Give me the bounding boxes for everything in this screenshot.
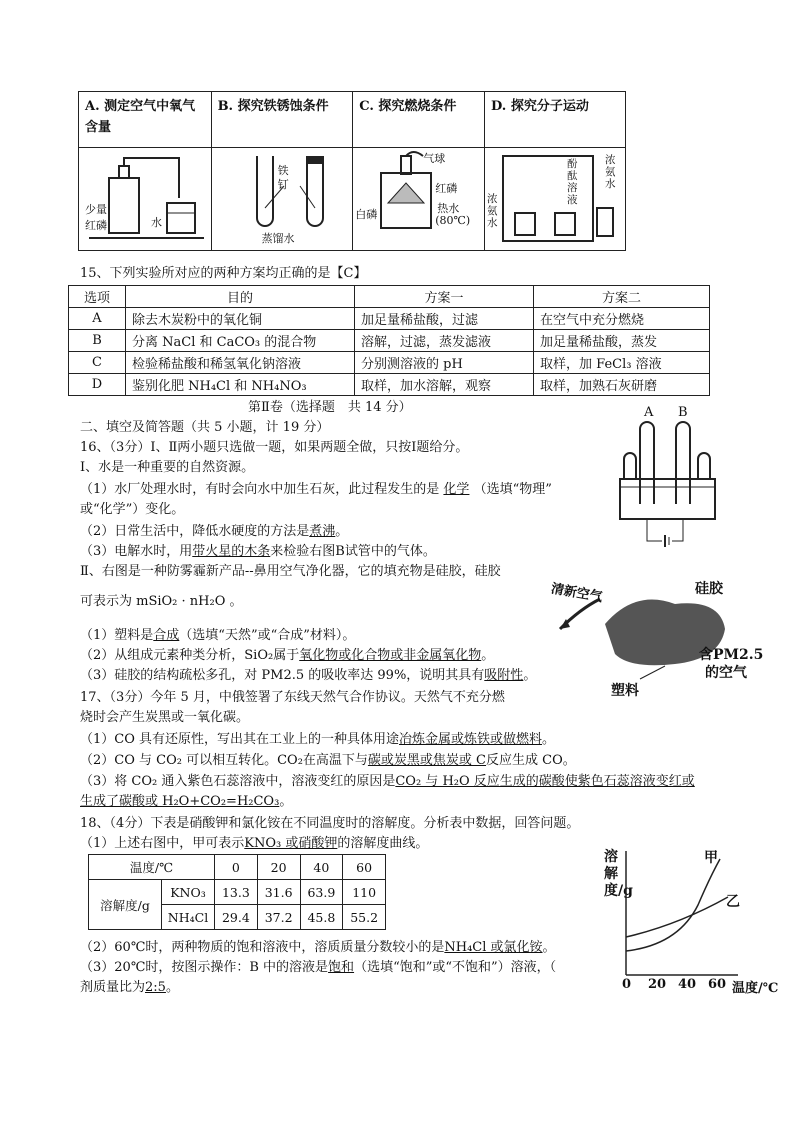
pm25-air-label: 含PM2.5 <box>699 647 764 663</box>
q16-i2-text: 。 <box>335 524 349 539</box>
table-cell: 溶解，过滤，蒸发滤液 <box>355 330 534 352</box>
tube-b-label: B <box>678 405 688 420</box>
q17-s3-text: （3）将 CO₂ 通入紫色石蕊溶液中，溶液变红的原因是 <box>80 774 396 789</box>
q17-s2-text: 反应生成 CO。 <box>486 753 576 768</box>
q16-ii-title: Ⅱ、右图是一种防雾霾新产品--鼻用空气净化器，它的填充物是硅胶，硅胶 <box>80 564 501 579</box>
molecule-apparatus-figure <box>485 148 625 246</box>
q18-s1-text: （1）上述右图中，甲可表示 <box>80 836 245 851</box>
series-jia-curve <box>626 859 720 951</box>
table-cell: 37.2 <box>257 905 300 930</box>
q18-s2-text: （2）60℃时，两种物质的饱和溶液中，溶质质量分数较小的是 <box>80 940 445 955</box>
q18-s3-text: 剂质量比为 <box>80 980 146 995</box>
table-cell: 在空气中充分燃烧 <box>534 308 710 330</box>
substance-name: KNO₃ <box>162 880 215 905</box>
q16-i1 <box>80 480 552 500</box>
combustion-apparatus-figure <box>353 148 479 246</box>
exp-d-part: 浓氨水 <box>605 154 616 190</box>
q16-stem: 16、（3分）Ⅰ、Ⅱ两小题只选做一题，如果两题全做，只按Ⅰ题给分。 <box>80 440 469 455</box>
q18-stem: 18、（4分）下表是硝酸钾和氯化铵在不同温度时的溶解度。分析表中数据，回答问题。 <box>80 816 580 831</box>
q17-s2-text: （2）CO 与 CO₂ 可以相互转化。CO₂在高温下与 <box>80 753 368 768</box>
answer: 生成了碳酸或 H₂O+CO₂=H₂CO₃ <box>80 794 280 809</box>
table-cell: D <box>69 374 126 396</box>
table-cell: 63.9 <box>300 880 343 905</box>
exp-b-label: B. 探究铁锈蚀条件 <box>211 92 353 148</box>
table-cell: 55.2 <box>343 905 386 930</box>
series-jia-label: 甲 <box>704 850 718 866</box>
table-cell: 13.3 <box>215 880 258 905</box>
answer: 氧化物或化合物或非金属氧化物 <box>299 648 482 663</box>
q17-stem: 17、（3分）今年 5 月，中俄签署了东线天然气合作协议。天然气不充分燃 <box>80 690 505 705</box>
section2-subtitle: 二、填空及简答题（共 5 小题，计 19 分） <box>80 420 330 435</box>
q18-s3-cont <box>80 978 179 998</box>
q16-i-title: Ⅰ、水是一种重要的自然资源。 <box>80 460 255 475</box>
q16-i1-text: （1）水厂处理水时，有时会向水中加生石灰，此过程发生的是 <box>80 482 440 497</box>
exp-c-part: 红磷 <box>435 182 458 195</box>
table-cell: 加足量稀盐酸，蒸发 <box>534 330 710 352</box>
answer: 碳或炭黑或焦炭或 C <box>367 753 486 768</box>
q16-ii1-text: （1）塑料是 <box>80 628 154 643</box>
q18-s3-text: （选填“饱和”或“不饱和”）溶液，（ <box>354 960 557 975</box>
q16-i2-text: （2）日常生活中，降低水硬度的方法是 <box>80 524 310 539</box>
temp-value: 0 <box>215 855 258 880</box>
exp-d-label: D. 探究分子运动 <box>485 92 626 148</box>
q16-ii1-text: （选填“天然”或“合成”材料）。 <box>179 628 356 643</box>
q17-s3 <box>80 772 695 792</box>
substance-name: NH₄Cl <box>162 905 215 930</box>
exp-b-part: 钉 <box>277 178 289 191</box>
q16-i2 <box>80 522 348 542</box>
plastic-label: 塑料 <box>611 683 639 699</box>
q16-ii3-text: 。 <box>523 668 537 683</box>
table-cell: 取样，加水溶解，观察 <box>355 374 534 396</box>
q17-s1 <box>80 730 555 750</box>
q16-ii-formula: 可表示为 mSiO₂ · nH₂O 。 <box>80 594 243 609</box>
exp-c-label: C. 探究燃烧条件 <box>353 92 485 148</box>
table-header: 方案一 <box>355 286 534 308</box>
table-header: 选项 <box>69 286 126 308</box>
exp-c-part: 热水 <box>437 202 460 215</box>
table-row <box>69 308 710 330</box>
table-cell: 加足量稀盐酸，过滤 <box>355 308 534 330</box>
q18-s3-text: 。 <box>165 980 179 995</box>
table-cell: 鉴别化肥 NH₄Cl 和 NH₄NO₃ <box>126 374 355 396</box>
q17-s1-text: （1）CO 具有还原性，写出其在工业上的一种具体用途 <box>80 732 400 747</box>
q18-s2 <box>80 938 556 958</box>
x-tick: 0 <box>622 977 632 992</box>
curve-y-label: 溶解度/g <box>604 849 633 899</box>
q18-s2-text: 。 <box>542 940 556 955</box>
exp-b-part: 蒸馏水 <box>261 232 295 245</box>
temp-value: 40 <box>300 855 343 880</box>
q17-s2 <box>80 751 576 771</box>
electrolysis-figure <box>610 405 730 550</box>
q17-stem-2: 烧时会产生炭黑或一氧化碳。 <box>80 710 250 725</box>
table-cell: 检验稀盐酸和稀氢氧化钠溶液 <box>126 352 355 374</box>
table-cell: 110 <box>343 880 386 905</box>
table-cell: C <box>69 352 126 374</box>
solubility-header: 溶解度/g <box>89 880 162 930</box>
temp-header: 温度/℃ <box>89 855 215 880</box>
exp-c-part: (80℃) <box>435 214 471 227</box>
answer: 冶炼金属或炼铁或做燃料 <box>399 732 543 747</box>
q16-ii3 <box>80 666 536 686</box>
exp-a-part: 红磷 <box>85 219 107 232</box>
table-row <box>69 352 710 374</box>
table-row <box>69 330 710 352</box>
series-yi-label: 乙 <box>726 894 740 910</box>
q18-s1-text: 的溶解度曲线。 <box>337 836 429 851</box>
q16-i1-cont: 或“化学”）变化。 <box>80 502 185 517</box>
table-row <box>69 374 710 396</box>
exp-a-part: 水 <box>151 216 162 229</box>
q16-ii2 <box>80 646 494 666</box>
curve-x-label: 温度/℃ <box>732 981 779 996</box>
table-cell: 分离 NaCl 和 CaCO₃ 的混合物 <box>126 330 355 352</box>
q17-s3-text: 。 <box>279 794 293 809</box>
pm25-air-label-2: 的空气 <box>705 665 747 681</box>
q18-s3 <box>80 958 556 978</box>
exp-a-figure <box>79 148 212 251</box>
answer: 吸附性 <box>484 668 524 683</box>
silica-gel-label: 硅胶 <box>695 581 723 597</box>
answer: KNO₃ 或硝酸钾 <box>244 836 338 851</box>
q16-i3 <box>80 542 436 562</box>
exp-d-part: 酚酞溶液 <box>567 158 578 206</box>
table-cell: 45.8 <box>300 905 343 930</box>
answer: 饱和 <box>328 960 355 975</box>
answer: 带火星的木条 <box>192 544 271 559</box>
answer: 化学 <box>443 482 470 497</box>
table-cell: 31.6 <box>257 880 300 905</box>
exp-c-part: 白磷 <box>355 208 378 221</box>
fresh-air-label: 清新空气 <box>549 581 604 606</box>
x-tick: 40 <box>678 977 697 992</box>
exp-b-figure <box>211 148 353 251</box>
answer: 煮沸 <box>309 524 336 539</box>
table-cell: 取样，加 FeCl₃ 溶液 <box>534 352 710 374</box>
q16-ii1 <box>80 626 355 646</box>
table-cell: 29.4 <box>215 905 258 930</box>
q18-s1 <box>80 834 428 854</box>
temp-value: 20 <box>257 855 300 880</box>
answer: 合成 <box>153 628 180 643</box>
exp-a-label: A. 测定空气中氧气含量 <box>79 92 212 148</box>
q15-table <box>68 285 710 396</box>
q15-stem: 15、下列实验所对应的两种方案均正确的是【C】 <box>80 266 367 281</box>
table-cell: 分别测溶液的 pH <box>355 352 534 374</box>
exp-d-figure <box>485 148 626 251</box>
tube-a-label: A <box>644 405 654 420</box>
x-tick: 20 <box>648 977 667 992</box>
q16-ii2-text: （2）从组成元素种类分析，SiO₂属于 <box>80 648 300 663</box>
table-cell: A <box>69 308 126 330</box>
answer: NH₄Cl 或氯化铵 <box>444 940 543 955</box>
q16-i3-text: 来检验右图B试管中的气体。 <box>270 544 436 559</box>
exp-b-part: 铁 <box>277 164 289 177</box>
x-tick: 60 <box>708 977 727 992</box>
section2-title: 第Ⅱ卷（选择题 共 14 分） <box>248 400 412 415</box>
solubility-table <box>88 854 386 930</box>
table-cell: 除去木炭粉中的氧化铜 <box>126 308 355 330</box>
q16-ii2-text: 。 <box>481 648 495 663</box>
curve-plot <box>598 845 788 995</box>
table-header: 方案二 <box>534 286 710 308</box>
q17-s1-text: 。 <box>542 732 556 747</box>
table-header: 目的 <box>126 286 355 308</box>
table-row <box>89 880 386 905</box>
exp-a-part: 少量 <box>85 203 107 216</box>
temp-value: 60 <box>343 855 386 880</box>
purifier-figure <box>545 574 765 710</box>
q17-s3-cont <box>80 792 292 812</box>
answer: 2:5 <box>145 980 166 995</box>
exp-c-part: 气球 <box>423 152 446 165</box>
q16-ii3-text: （3）硅胶的结构疏松多孔，对 PM2.5 的吸收率达 99%，说明其具有 <box>80 668 485 683</box>
exp-c-figure <box>353 148 485 251</box>
answer: CO₂ 与 H₂O 反应生成的碳酸使紫色石蕊溶液变红或 <box>395 774 695 789</box>
exp-d-part: 浓氨水 <box>487 193 498 229</box>
table-cell: B <box>69 330 126 352</box>
q18-s3-text: （3）20℃时，按图示操作：B 中的溶液是 <box>80 960 329 975</box>
table-cell: 取样，加熟石灰研磨 <box>534 374 710 396</box>
q16-i1-text: （选填“物理” <box>473 482 552 497</box>
solubility-curve-figure <box>598 845 788 995</box>
q16-i3-text: （3）电解水时，用 <box>80 544 193 559</box>
experiment-table <box>78 91 626 251</box>
